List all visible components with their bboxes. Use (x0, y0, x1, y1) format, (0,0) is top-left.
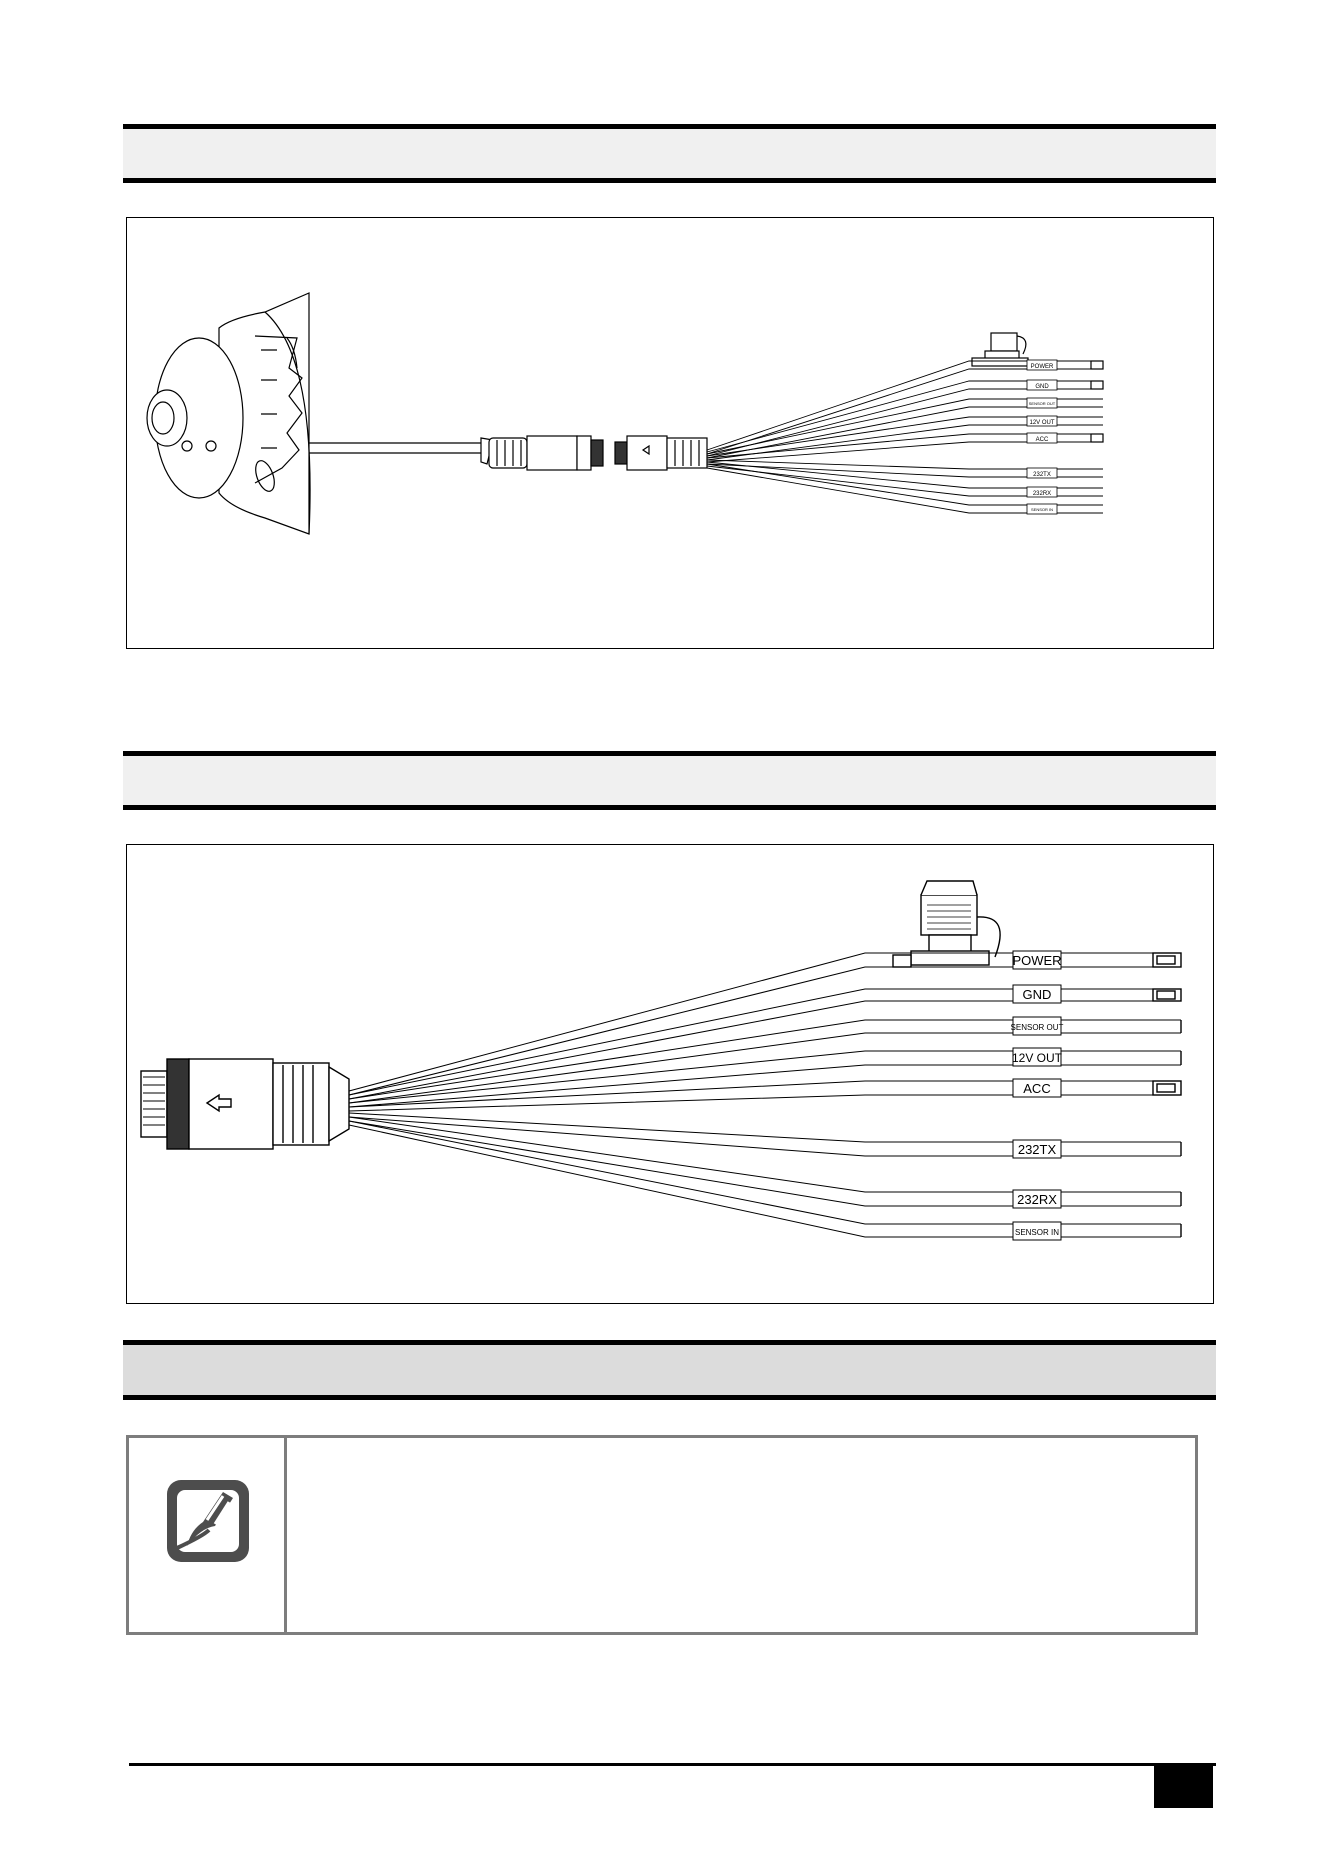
camera-harness-drawing (127, 218, 1215, 650)
figure-harness-detail (126, 844, 1214, 1304)
wire-label-232rx: 232RX (1017, 1192, 1057, 1207)
wire-label-sensor-out: SENSOR OUT (1010, 1023, 1064, 1032)
wire-label-12v-out: 12V OUT (1011, 1051, 1063, 1065)
section-header-3 (123, 1340, 1216, 1400)
note-divider (284, 1438, 287, 1632)
wire-label-power: POWER (1030, 364, 1054, 370)
section-header-1 (123, 124, 1216, 183)
note-box (126, 1435, 1198, 1635)
wire-label-sensor-in: SENSOR IN (1014, 1228, 1060, 1237)
note-text (305, 1458, 1175, 1612)
harness-detail-drawing (127, 845, 1215, 1305)
wire-label-acc: ACC (1035, 437, 1049, 443)
wire-label-232tx: 232TX (1017, 1142, 1057, 1157)
wire-label-acc: ACC (1023, 1081, 1051, 1096)
wire-label-232tx: 232TX (1033, 472, 1051, 478)
wire-label-gnd: GND (1022, 987, 1052, 1002)
wire-label-gnd: GND (1035, 384, 1049, 390)
page-number-box (1154, 1763, 1213, 1808)
pencil-note-icon (163, 1476, 253, 1566)
footer-rule (129, 1763, 1216, 1766)
wire-label-power: POWER (1012, 953, 1062, 968)
wire-label-sensor-out: SENSOR OUT (1028, 401, 1056, 406)
wire-label-sensor-in: SENSOR IN (1030, 507, 1054, 512)
wire-label-232rx: 232RX (1032, 491, 1052, 497)
section-header-2 (123, 751, 1216, 810)
wire-label-12v-out: 12V OUT (1029, 420, 1055, 426)
figure-camera-harness (126, 217, 1214, 649)
